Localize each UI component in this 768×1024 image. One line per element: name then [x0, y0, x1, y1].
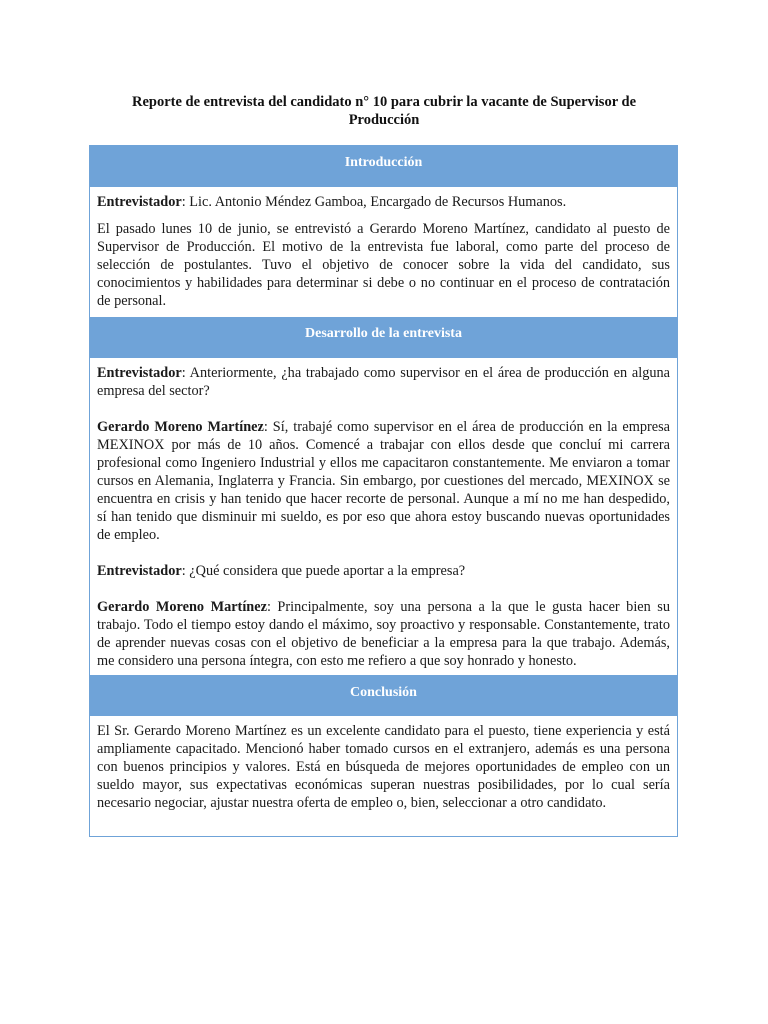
interviewer-label: Entrevistador [97, 194, 182, 210]
speaker-text: : Principalmente, soy una persona a la que le gusta hacer bien su trabajo. Todo el tiempo estoy dando el máximo, soy proactivo y responsable. Constantemente, trato de aprender nuevas cosas con el objetivo de beneficiar a la empresa para la que trabajo. Además, me considero una persona íntegra, con esto me refiero a que soy honrado y honesto. [97, 599, 670, 669]
speaker-text: : Anteriormente, ¿ha trabajado como supervisor en el área de producción en alguna empresa del sector? [97, 365, 670, 399]
interviewer-line [97, 193, 670, 211]
section-header-introduction: Introducción [90, 146, 677, 187]
section-body-introduction [90, 187, 677, 317]
document-title: Reporte de entrevista del candidato n° 10 para cubrir la vacante de Supervisor de Producción [131, 94, 637, 128]
speaker-name: Entrevistador [97, 365, 182, 381]
speaker-name: Entrevistador [97, 563, 182, 579]
exchange-item [97, 562, 670, 580]
speaker-name: Gerardo Moreno Martínez [97, 419, 264, 435]
exchange-item [97, 418, 670, 544]
speaker-text: : Sí, trabajé como supervisor en el área de producción en la empresa MEXINOX por más de 10 años. Comencé a trabajar con ellos desde que concluí mi carrera profesional como Ingeniero Industrial y ellos me capacitaron constantemente. Me enviaron a tomar cursos en Alemania, Inglaterra y Francia. Sin embargo, por cuestiones del mercado, MEXINOX se encuentra en crisis y han tenido que hacer recorte de personal. Aunque a mí no me han despedido, sí han tenido que disminuir mi sueldo, es por eso que ahora estoy buscando nuevas oportunidades de empleo. [97, 419, 670, 543]
conclusion-paragraph: El Sr. Gerardo Moreno Martínez es un excelente candidato para el puesto, tiene experiencia y está ampliamente capacitado. Mencionó haber tomado cursos en el extranjero, además es una persona con buenos principios y valores. Está en búsqueda de mejores oportunidades de empleo con un sueldo mayor, sus expectativas económicas superan nuestras posibilidades, por lo cual sería necesario negociar, ajustar nuestra oferta de empleo o, bien, seleccionar a otro candidato. [97, 723, 670, 811]
report-table [89, 145, 678, 837]
introduction-paragraph: El pasado lunes 10 de junio, se entrevistó a Gerardo Moreno Martínez, candidato al puesto de Supervisor de Producción. El motivo de la entrevista fue laboral, como parte del proceso de selección de postulantes. Tuvo el objetivo de conocer sobre la vida del candidato, sus conocimientos y habilidades para determinar si debe o no continuar en el proceso de contratación de personal. [97, 221, 670, 309]
section-header-development: Desarrollo de la entrevista [90, 317, 677, 358]
speaker-name: Gerardo Moreno Martínez [97, 599, 267, 615]
section-body-conclusion [90, 716, 677, 836]
interviewer-text: : Lic. Antonio Méndez Gamboa, Encargado de Recursos Humanos. [181, 194, 567, 210]
speaker-text: : ¿Qué considera que puede aportar a la empresa? [181, 563, 466, 579]
section-header-conclusion: Conclusión [90, 675, 677, 716]
exchange-item [97, 598, 670, 670]
exchange-item [97, 364, 670, 400]
section-body-development [90, 358, 677, 675]
